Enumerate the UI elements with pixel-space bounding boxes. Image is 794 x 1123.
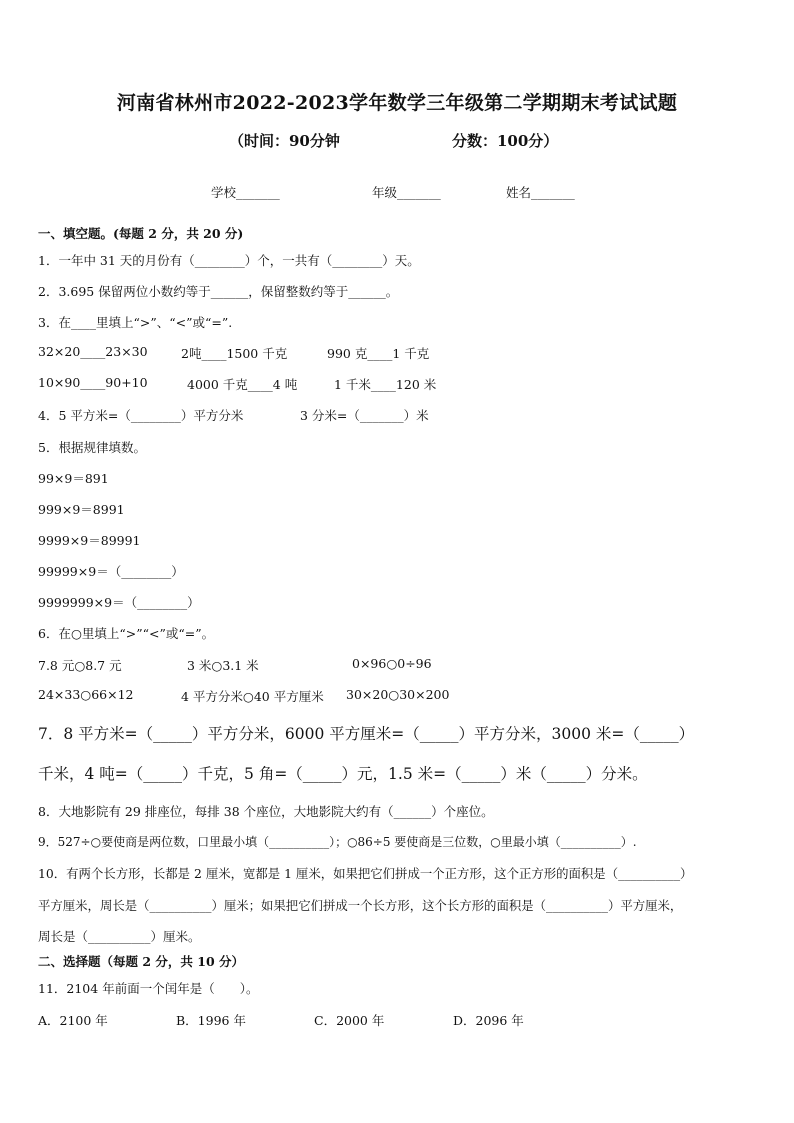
exam-score: 分数：100分） xyxy=(452,132,559,150)
q6-item: 7.8 元○8.7 元 xyxy=(38,658,122,673)
q3-item: 32×20____23×30 xyxy=(38,344,148,359)
school-field: 学校_______ xyxy=(211,185,280,200)
option-d: D．2096 年 xyxy=(453,1013,524,1028)
q6-item: 4 平方分米○40 平方厘米 xyxy=(181,689,324,704)
question-11: 11．2104 年前面一个闰年是（ ）。 xyxy=(38,981,259,996)
q3-item: 1 千米____120 米 xyxy=(334,377,437,392)
q3-item: 4000 千克____4 吨 xyxy=(187,377,298,392)
q5-line: 999×9＝8991 xyxy=(38,502,125,517)
question-10-line-2: 平方厘米，周长是（__________）厘米；如果把它们拼成一个长方形，这个长方形的面积是（__________）平方厘米， xyxy=(38,898,683,913)
question-9: 9．527÷○要使商是两位数，口里最小填（__________）；○86÷5 要使商是三位数，○里最小填（__________）. xyxy=(38,835,637,849)
q6-item: 24×33○66×12 xyxy=(38,687,134,702)
page-title: 河南省林州市2022-2023学年数学三年级第二学期期末考试试题 xyxy=(116,92,678,114)
q6-item: 0×96○0÷96 xyxy=(352,656,432,671)
question-6: 6．在○里填上“>”“<”或“=”。 xyxy=(38,626,215,641)
question-10-line-3: 周长是（__________）厘米。 xyxy=(38,929,201,944)
q6-item: 30×20○30×200 xyxy=(346,687,450,702)
section-1-heading: 一、填空题。(每题 2 分，共 20 分) xyxy=(38,226,244,241)
q5-line: 9999×9＝89991 xyxy=(38,533,141,548)
question-5: 5．根据规律填数。 xyxy=(38,440,146,455)
question-4b: 3 分米=（_______）米 xyxy=(300,408,429,423)
question-3: 3．在____里填上“>”、“<”或“=”. xyxy=(38,315,233,330)
exam-time: （时间：90分钟 xyxy=(229,132,340,150)
question-4a: 4．5 平方米=（________）平方分米 xyxy=(38,408,244,423)
question-1: 1．一年中 31 天的月份有（________）个，一共有（________）天。 xyxy=(38,253,420,268)
option-a: A．2100 年 xyxy=(38,1013,108,1028)
q3-item: 2吨____1500 千克 xyxy=(181,346,288,361)
q6-item: 3 米○3.1 米 xyxy=(187,658,259,673)
option-b: B．1996 年 xyxy=(176,1013,246,1028)
question-2: 2．3.695 保留两位小数约等于______，保留整数约等于______。 xyxy=(38,284,399,299)
q3-item: 990 克____1 千克 xyxy=(327,346,430,361)
q5-line: 9999999×9＝（________） xyxy=(38,595,200,610)
option-c: C．2000 年 xyxy=(314,1013,385,1028)
section-2-heading: 二、选择题（每题 2 分，共 10 分） xyxy=(38,954,245,969)
q3-item: 10×90____90+10 xyxy=(38,375,148,390)
grade-field: 年级_______ xyxy=(372,185,441,200)
question-10-line-1: 10．有两个长方形，长都是 2 厘米，宽都是 1 厘米，如果把它们拼成一个正方形，这个正方形的面积是（__________） xyxy=(38,866,693,881)
question-7-line-1: 7．8 平方米=（_____）平方分米，6000 平方厘米=（_____）平方分米，3000 米=（_____） xyxy=(38,725,695,743)
name-field: 姓名_______ xyxy=(506,185,575,200)
question-8: 8．大地影院有 29 排座位，每排 38 个座位，大地影院大约有（______）个座位。 xyxy=(38,804,494,819)
q5-line: 99999×9＝（________） xyxy=(38,564,184,579)
question-7-line-2: 千米，4 吨=（_____）千克，5 角=（_____）元，1.5 米=（_____）米（_____）分米。 xyxy=(38,765,648,783)
q5-line: 99×9＝891 xyxy=(38,471,109,486)
